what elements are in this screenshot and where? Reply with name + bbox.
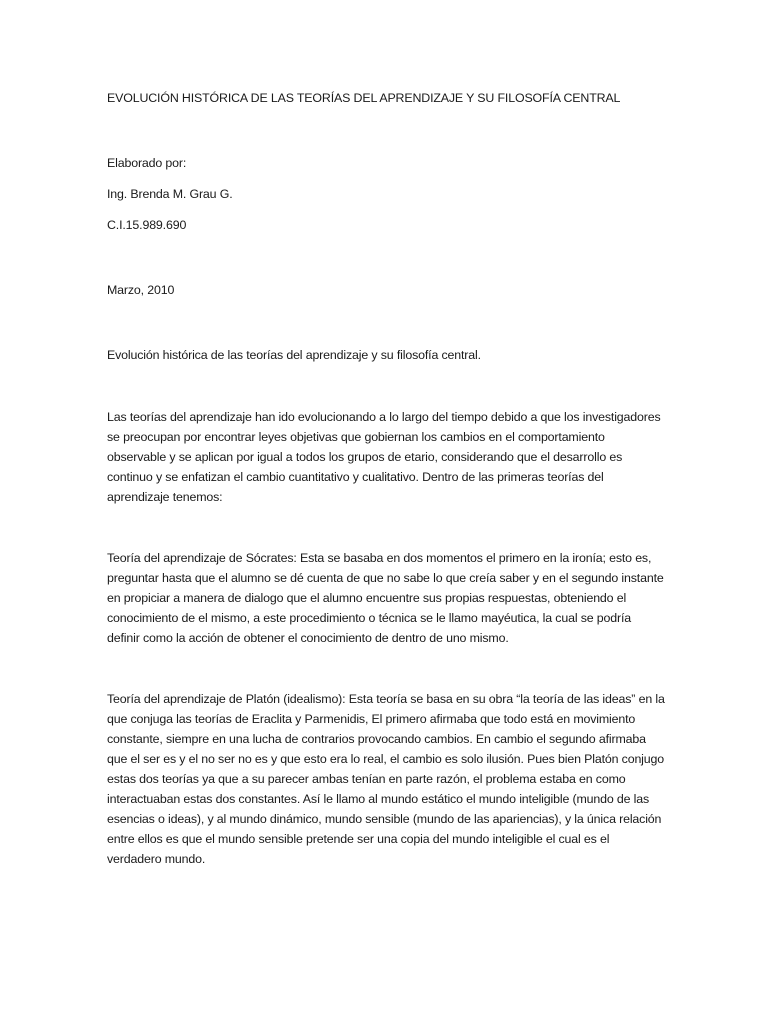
- paragraph-platon: Teoría del aprendizaje de Platón (idealismo): Esta teoría se basa en su obra “la teoría de las ideas” en la que conjuga las teorías de Eraclita y Parmenidis, El primero afirmaba que todo está en movimiento constante, siempre en una lucha de contrarios provocando cambios. En cambio el segundo afirmaba que el ser es y el no ser no es y que esto era lo real, el cambio es solo ilusión. Pues bien Platón conjugo estas dos teorías ya que a su parecer ambas tenían en parte razón, el problema estaba en como interactuaban estas dos constantes. Así le llamo al mundo estático el mundo inteligible (mundo de las esencias o ideas), y al mundo dinámico, mundo sensible (mundo de las apariencias), y la única relación entre ellos es que el mundo sensible pretende ser una copia del mundo inteligible el cual es el verdadero mundo.: [107, 692, 665, 866]
- id-number: C.I.15.989.690: [107, 218, 187, 232]
- paragraph-socrates: Teoría del aprendizaje de Sócrates: Esta se basaba en dos momentos el primero en la ironía; esto es, preguntar hasta que el alumno se dé cuenta de que no sabe lo que creía saber y en el segundo instante en propiciar a manera de dialogo que el alumno encuentre sus propias respuestas, obteniendo el conocimiento de el mismo, a este procedimiento o técnica se le llamo mayéutica, la cual se podría definir como la acción de obtener el conocimiento de dentro de uno mismo.: [107, 551, 664, 645]
- author-name: Ing. Brenda M. Grau G.: [107, 187, 233, 201]
- document-subtitle: Evolución histórica de las teorías del aprendizaje y su filosofía central.: [107, 348, 481, 362]
- document-heading: EVOLUCIÓN HISTÓRICA DE LAS TEORÍAS DEL APRENDIZAJE Y SU FILOSOFÍA CENTRAL: [107, 91, 621, 105]
- document-date: Marzo, 2010: [107, 283, 175, 297]
- paragraph-intro: Las teorías del aprendizaje han ido evolucionando a lo largo del tiempo debido a que los investigadores se preocupan por encontrar leyes objetivas que gobiernan los cambios en el comportamiento observable y se aplican por igual a todos los grupos de etario, considerando que el desarrollo es continuo y se enfatizan el cambio cuantitativo y cualitativo. Dentro de las primeras teorías del aprendizaje tenemos:: [107, 410, 661, 504]
- prepared-by-label: Elaborado por:: [107, 156, 187, 170]
